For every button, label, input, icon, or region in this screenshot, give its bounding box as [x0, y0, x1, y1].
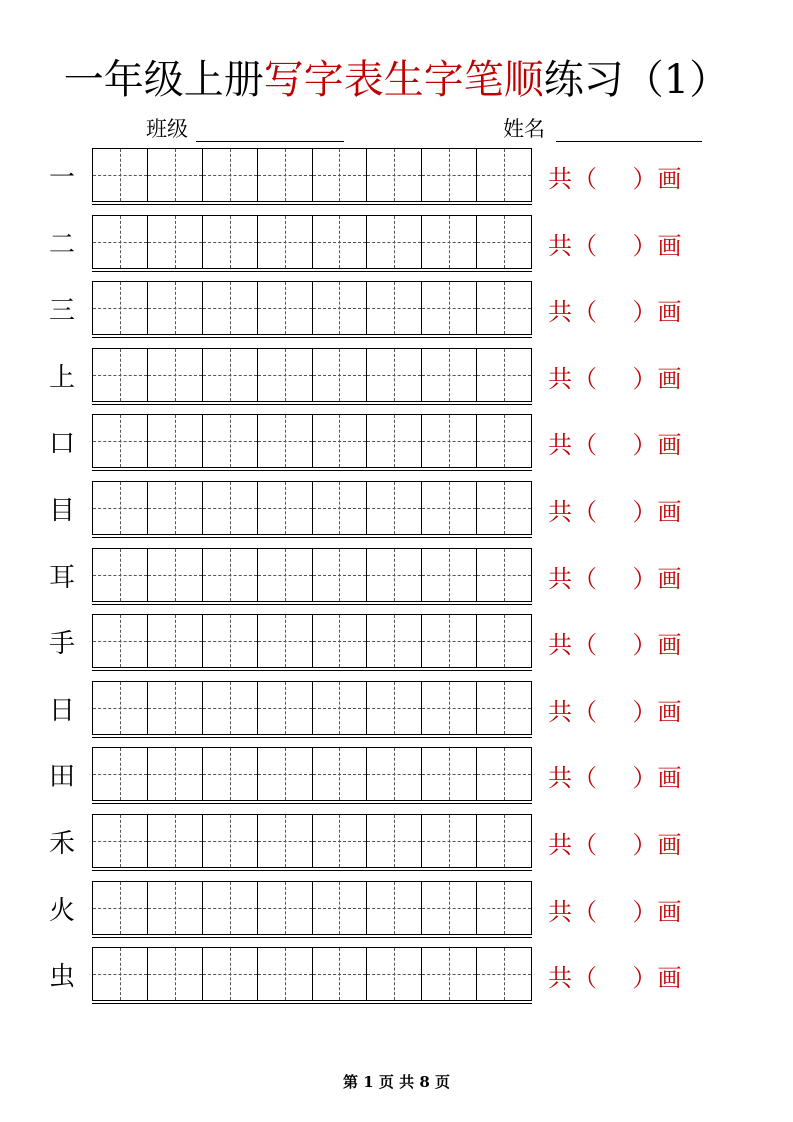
stroke-count-field[interactable]: 共（ ）画	[548, 231, 683, 260]
cell-guide-horizontal	[477, 441, 531, 442]
cell-guide-horizontal	[422, 908, 476, 909]
grid-cell[interactable]	[313, 882, 368, 934]
grid-cell[interactable]	[422, 282, 477, 334]
title-prefix: 一年级上册	[63, 57, 264, 103]
cell-guide-horizontal	[93, 974, 147, 975]
grid-cell[interactable]	[258, 882, 313, 934]
grid-cell[interactable]	[313, 748, 368, 800]
cell-guide-horizontal	[477, 375, 531, 376]
cell-guide-horizontal	[258, 242, 312, 243]
practice-row	[0, 148, 793, 204]
cell-guide-horizontal	[422, 508, 476, 509]
grid-cell[interactable]	[93, 216, 148, 268]
cell-guide-horizontal	[148, 908, 202, 909]
cell-guide-horizontal	[203, 175, 257, 176]
grid-cell[interactable]	[313, 948, 368, 1000]
cell-guide-horizontal	[422, 242, 476, 243]
grid-cell[interactable]	[148, 149, 203, 201]
cell-guide-horizontal	[148, 774, 202, 775]
cell-guide-horizontal	[203, 774, 257, 775]
grid-cell[interactable]	[313, 549, 368, 601]
grid-cell[interactable]	[313, 415, 368, 467]
grid-cell[interactable]	[313, 482, 368, 534]
grid-cell[interactable]	[258, 748, 313, 800]
model-character: 手	[48, 629, 75, 660]
cell-guide-horizontal	[148, 708, 202, 709]
model-character: 禾	[48, 829, 75, 859]
cell-guide-horizontal	[93, 908, 147, 909]
cell-guide-horizontal	[93, 441, 147, 442]
cell-guide-horizontal	[148, 974, 202, 975]
cell-guide-horizontal	[93, 641, 147, 642]
cell-guide-horizontal	[477, 242, 531, 243]
grid-cell[interactable]	[93, 549, 148, 601]
grid-cell[interactable]	[93, 282, 148, 334]
writing-grid	[92, 481, 532, 535]
cell-guide-horizontal	[258, 708, 312, 709]
cell-guide-horizontal	[93, 175, 147, 176]
stroke-count-field[interactable]: 共（ ）画	[548, 897, 683, 926]
practice-row	[0, 414, 793, 470]
grid-cell[interactable]	[203, 482, 258, 534]
practice-row	[0, 947, 793, 1003]
grid-cell[interactable]	[258, 615, 313, 667]
grid-cell[interactable]	[422, 482, 477, 534]
grid-cell[interactable]	[367, 216, 422, 268]
grid-cell[interactable]	[148, 415, 203, 467]
grid-cell[interactable]	[477, 615, 531, 667]
model-character: 田	[48, 762, 75, 793]
grid-cell[interactable]	[93, 815, 148, 867]
grid-cell[interactable]	[93, 149, 148, 201]
grid-cell[interactable]	[203, 682, 258, 734]
practice-row	[0, 881, 793, 937]
title-highlight: 写字表生字笔顺	[263, 57, 544, 103]
practice-row	[0, 681, 793, 737]
grid-cell[interactable]	[203, 415, 258, 467]
grid-cell[interactable]	[203, 815, 258, 867]
cell-guide-horizontal	[422, 308, 476, 309]
model-character: 火	[48, 895, 75, 926]
cell-guide-horizontal	[422, 641, 476, 642]
practice-row	[0, 747, 793, 803]
practice-row	[0, 814, 793, 870]
grid-cell[interactable]	[203, 615, 258, 667]
cell-guide-horizontal	[313, 641, 367, 642]
model-character: 一	[48, 163, 75, 193]
model-character: 虫	[48, 962, 75, 993]
cell-guide-horizontal	[258, 508, 312, 509]
writing-grid	[92, 281, 532, 335]
writing-grid	[92, 881, 532, 935]
grid-cell[interactable]	[258, 482, 313, 534]
grid-cell[interactable]	[203, 349, 258, 401]
cell-guide-horizontal	[367, 908, 421, 909]
grid-cell[interactable]	[93, 482, 148, 534]
cell-guide-horizontal	[258, 641, 312, 642]
cell-guide-horizontal	[203, 641, 257, 642]
writing-grid	[92, 414, 532, 468]
grid-cell[interactable]	[422, 549, 477, 601]
cell-guide-horizontal	[313, 308, 367, 309]
stroke-count-field[interactable]: 共（ ）画	[548, 964, 683, 993]
cell-guide-horizontal	[477, 308, 531, 309]
grid-cell[interactable]	[313, 682, 368, 734]
grid-cell[interactable]	[258, 282, 313, 334]
grid-cell[interactable]	[148, 815, 203, 867]
grid-cell[interactable]	[367, 549, 422, 601]
grid-cell[interactable]	[203, 948, 258, 1000]
cell-guide-horizontal	[148, 242, 202, 243]
grid-cell[interactable]	[313, 149, 368, 201]
cell-guide-horizontal	[367, 308, 421, 309]
cell-guide-horizontal	[258, 441, 312, 442]
writing-grid	[92, 215, 532, 269]
grid-cell[interactable]	[477, 349, 531, 401]
writing-grid	[92, 747, 532, 801]
page-footer: 第 1 页 共 8 页	[343, 1073, 450, 1091]
grid-cell[interactable]	[422, 415, 477, 467]
grid-cell[interactable]	[367, 482, 422, 534]
grid-cell[interactable]	[422, 149, 477, 201]
grid-cell[interactable]	[148, 615, 203, 667]
grid-cell[interactable]	[148, 216, 203, 268]
cell-guide-horizontal	[422, 774, 476, 775]
grid-cell[interactable]	[367, 615, 422, 667]
cell-guide-horizontal	[367, 641, 421, 642]
cell-guide-horizontal	[313, 441, 367, 442]
grid-cell[interactable]	[367, 882, 422, 934]
practice-row	[0, 215, 793, 271]
grid-cell[interactable]	[258, 815, 313, 867]
grid-cell[interactable]	[313, 282, 368, 334]
stroke-count-field[interactable]: 共（ ）画	[548, 298, 683, 327]
grid-cell[interactable]	[367, 748, 422, 800]
cell-guide-horizontal	[93, 774, 147, 775]
cell-guide-horizontal	[367, 774, 421, 775]
cell-guide-horizontal	[203, 441, 257, 442]
model-character: 二	[48, 229, 75, 260]
grid-cell[interactable]	[93, 615, 148, 667]
grid-cell[interactable]	[93, 882, 148, 934]
cell-guide-horizontal	[477, 575, 531, 576]
stroke-count-field[interactable]: 共（ ）画	[548, 431, 683, 460]
grid-cell[interactable]	[93, 948, 148, 1000]
model-character: 口	[48, 429, 75, 460]
grid-cell[interactable]	[367, 282, 422, 334]
grid-cell[interactable]	[422, 815, 477, 867]
writing-grid	[92, 614, 532, 668]
grid-cell[interactable]	[422, 948, 477, 1000]
cell-guide-horizontal	[203, 841, 257, 842]
cell-guide-horizontal	[148, 841, 202, 842]
class-label: 班级	[146, 117, 188, 141]
grid-cell[interactable]	[148, 948, 203, 1000]
cell-guide-horizontal	[203, 242, 257, 243]
cell-guide-horizontal	[367, 708, 421, 709]
grid-cell[interactable]	[93, 415, 148, 467]
cell-guide-horizontal	[313, 508, 367, 509]
page-title	[0, 52, 793, 108]
cell-guide-horizontal	[93, 242, 147, 243]
cell-guide-horizontal	[477, 774, 531, 775]
cell-guide-horizontal	[258, 974, 312, 975]
grid-cell[interactable]	[477, 948, 531, 1000]
grid-cell[interactable]	[367, 948, 422, 1000]
model-character: 目	[48, 496, 75, 526]
grid-cell[interactable]	[367, 682, 422, 734]
practice-row	[0, 281, 793, 337]
grid-cell[interactable]	[93, 748, 148, 800]
cell-guide-horizontal	[258, 841, 312, 842]
grid-cell[interactable]	[367, 149, 422, 201]
cell-guide-horizontal	[367, 175, 421, 176]
grid-cell[interactable]	[258, 948, 313, 1000]
cell-guide-horizontal	[477, 708, 531, 709]
cell-guide-horizontal	[422, 974, 476, 975]
cell-guide-horizontal	[148, 375, 202, 376]
cell-guide-horizontal	[477, 508, 531, 509]
writing-grid	[92, 348, 532, 402]
grid-cell[interactable]	[422, 216, 477, 268]
grid-cell[interactable]	[477, 815, 531, 867]
cell-guide-horizontal	[203, 575, 257, 576]
writing-grid	[92, 548, 532, 602]
grid-cell[interactable]	[477, 748, 531, 800]
grid-cell[interactable]	[258, 415, 313, 467]
stroke-count-field[interactable]: 共（ ）画	[548, 364, 683, 393]
cell-guide-horizontal	[258, 375, 312, 376]
stroke-count-field[interactable]: 共（ ）画	[548, 564, 683, 593]
grid-cell[interactable]	[148, 282, 203, 334]
grid-cell[interactable]	[148, 882, 203, 934]
cell-guide-horizontal	[203, 308, 257, 309]
cell-guide-horizontal	[93, 508, 147, 509]
model-character: 日	[48, 695, 75, 726]
grid-cell[interactable]	[203, 282, 258, 334]
cell-guide-horizontal	[148, 175, 202, 176]
cell-guide-horizontal	[367, 375, 421, 376]
cell-guide-horizontal	[422, 441, 476, 442]
cell-guide-horizontal	[422, 841, 476, 842]
cell-guide-horizontal	[93, 841, 147, 842]
class-blank[interactable]	[196, 141, 344, 142]
cell-guide-horizontal	[313, 375, 367, 376]
grid-cell[interactable]	[148, 748, 203, 800]
cell-guide-horizontal	[258, 575, 312, 576]
cell-guide-horizontal	[313, 708, 367, 709]
grid-cell[interactable]	[148, 349, 203, 401]
cell-guide-horizontal	[477, 974, 531, 975]
cell-guide-horizontal	[313, 841, 367, 842]
grid-cell[interactable]	[148, 482, 203, 534]
cell-guide-horizontal	[367, 242, 421, 243]
grid-cell[interactable]	[313, 216, 368, 268]
grid-cell[interactable]	[477, 415, 531, 467]
cell-guide-horizontal	[258, 908, 312, 909]
grid-cell[interactable]	[203, 748, 258, 800]
grid-cell[interactable]	[477, 549, 531, 601]
cell-guide-horizontal	[367, 441, 421, 442]
grid-cell[interactable]	[258, 149, 313, 201]
cell-guide-horizontal	[93, 575, 147, 576]
cell-guide-horizontal	[367, 575, 421, 576]
cell-guide-horizontal	[148, 441, 202, 442]
cell-guide-horizontal	[148, 308, 202, 309]
grid-cell[interactable]	[367, 815, 422, 867]
writing-grid	[92, 947, 532, 1001]
cell-guide-horizontal	[93, 308, 147, 309]
grid-cell[interactable]	[477, 149, 531, 201]
grid-cell[interactable]	[422, 682, 477, 734]
grid-cell[interactable]	[203, 216, 258, 268]
practice-row	[0, 614, 793, 670]
cell-guide-horizontal	[422, 575, 476, 576]
grid-cell[interactable]	[258, 549, 313, 601]
name-blank[interactable]	[556, 141, 702, 142]
practice-row	[0, 348, 793, 404]
grid-cell[interactable]	[148, 549, 203, 601]
stroke-count-field[interactable]: 共（ ）画	[548, 697, 683, 726]
title-suffix: 练习（1）	[543, 57, 730, 103]
cell-guide-horizontal	[367, 508, 421, 509]
model-character: 耳	[48, 562, 75, 593]
model-character: 上	[48, 362, 75, 393]
cell-guide-horizontal	[258, 774, 312, 775]
cell-guide-horizontal	[477, 908, 531, 909]
cell-guide-horizontal	[258, 308, 312, 309]
cell-guide-horizontal	[477, 841, 531, 842]
cell-guide-horizontal	[367, 974, 421, 975]
cell-guide-horizontal	[313, 974, 367, 975]
writing-grid	[92, 681, 532, 735]
grid-cell[interactable]	[203, 149, 258, 201]
cell-guide-horizontal	[313, 175, 367, 176]
cell-guide-horizontal	[422, 708, 476, 709]
grid-cell[interactable]	[422, 748, 477, 800]
grid-cell[interactable]	[93, 349, 148, 401]
cell-guide-horizontal	[313, 242, 367, 243]
grid-cell[interactable]	[367, 415, 422, 467]
grid-cell[interactable]	[422, 349, 477, 401]
cell-guide-horizontal	[148, 508, 202, 509]
grid-cell[interactable]	[258, 216, 313, 268]
grid-cell[interactable]	[477, 216, 531, 268]
cell-guide-horizontal	[93, 708, 147, 709]
cell-guide-horizontal	[477, 175, 531, 176]
cell-guide-horizontal	[477, 641, 531, 642]
grid-cell[interactable]	[422, 882, 477, 934]
grid-cell[interactable]	[313, 815, 368, 867]
cell-guide-horizontal	[93, 375, 147, 376]
grid-cell[interactable]	[367, 349, 422, 401]
stroke-count-field[interactable]: 共（ ）画	[548, 831, 683, 859]
grid-cell[interactable]	[313, 349, 368, 401]
cell-guide-horizontal	[203, 908, 257, 909]
cell-guide-horizontal	[203, 375, 257, 376]
grid-cell[interactable]	[477, 882, 531, 934]
cell-guide-horizontal	[313, 575, 367, 576]
grid-cell[interactable]	[148, 682, 203, 734]
cell-guide-horizontal	[422, 175, 476, 176]
stroke-count-field[interactable]: 共（ ）画	[548, 631, 683, 660]
grid-cell[interactable]	[477, 482, 531, 534]
cell-guide-horizontal	[258, 175, 312, 176]
cell-guide-horizontal	[203, 708, 257, 709]
cell-guide-horizontal	[148, 641, 202, 642]
stroke-count-field[interactable]: 共（ ）画	[548, 498, 683, 526]
grid-cell[interactable]	[477, 682, 531, 734]
practice-row	[0, 481, 793, 537]
grid-cell[interactable]	[477, 282, 531, 334]
grid-cell[interactable]	[313, 615, 368, 667]
writing-grid	[92, 148, 532, 202]
cell-guide-horizontal	[203, 974, 257, 975]
grid-cell[interactable]	[258, 349, 313, 401]
cell-guide-horizontal	[313, 908, 367, 909]
name-label: 姓名	[503, 117, 545, 141]
grid-cell[interactable]	[258, 682, 313, 734]
grid-cell[interactable]	[93, 682, 148, 734]
practice-row	[0, 548, 793, 604]
cell-guide-horizontal	[203, 508, 257, 509]
cell-guide-horizontal	[313, 774, 367, 775]
cell-guide-horizontal	[367, 841, 421, 842]
stroke-count-field[interactable]: 共（ ）画	[548, 764, 683, 793]
cell-guide-horizontal	[148, 575, 202, 576]
grid-cell[interactable]	[422, 615, 477, 667]
cell-guide-horizontal	[422, 375, 476, 376]
stroke-count-field[interactable]: 共（ ）画	[548, 165, 683, 193]
grid-cell[interactable]	[203, 882, 258, 934]
writing-grid	[92, 814, 532, 868]
grid-cell[interactable]	[203, 549, 258, 601]
model-character: 三	[48, 296, 75, 327]
